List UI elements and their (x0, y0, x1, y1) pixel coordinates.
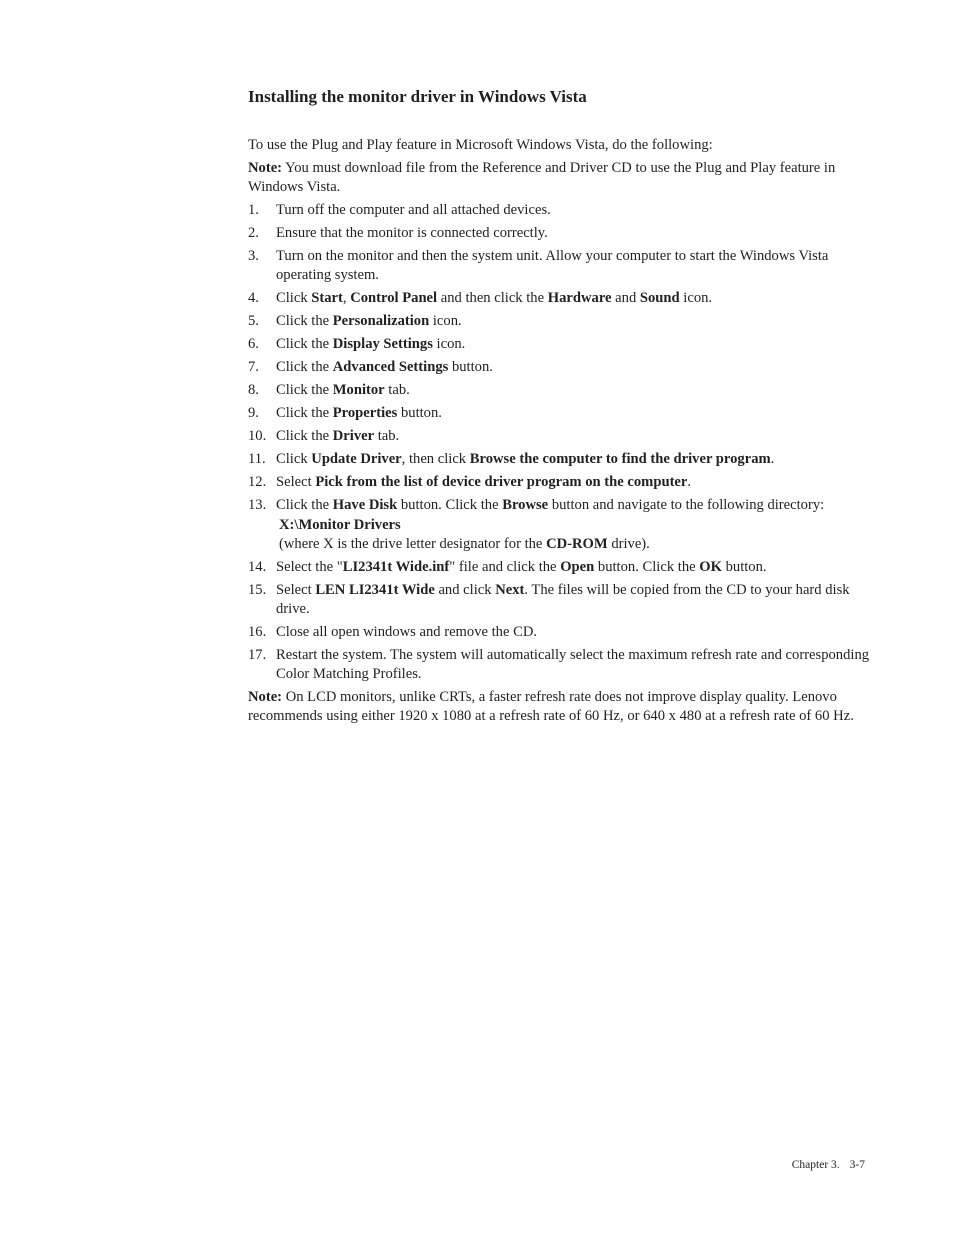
step-number: 9. (248, 405, 259, 421)
step-text: Click the (276, 428, 333, 444)
step-bold-term: Browse (502, 497, 549, 513)
list-item (248, 427, 870, 446)
step-text: . The files will be copied from the CD to your hard disk drive. (276, 582, 850, 617)
step-number: 7. (248, 359, 259, 375)
step-body (276, 582, 850, 617)
step-bold-term: Personalization (332, 313, 430, 329)
step-number: 5. (248, 313, 259, 329)
step-text: (where X is the drive letter designator for the (279, 536, 547, 552)
step-text: Turn on the monitor and then the system unit. Allow your computer to start the Windows Vista operating system. (276, 248, 829, 283)
step-bold-term: Browse the computer to find the driver program (469, 451, 771, 467)
step-text: Click (276, 451, 312, 467)
step-number: 4. (248, 290, 259, 306)
list-item (248, 312, 870, 331)
note-text: On LCD monitors, unlike CRTs, a faster refresh rate does not improve display quality. Lenovo recommends using either 1920 x 1080 at a refresh rate of 60 Hz, or 640 x 480 at a refresh rate of 60 Hz. (248, 689, 854, 724)
step-body (276, 647, 869, 682)
step-number: 6. (248, 336, 259, 352)
step-body (276, 624, 537, 640)
note-text: You must download file from the Reference and Driver CD to use the Plug and Play feature in Windows Vista. (248, 160, 836, 195)
step-body (276, 248, 828, 283)
step-text: " file and click the (449, 559, 561, 575)
step-body (276, 497, 824, 513)
step-text: Select (276, 474, 316, 490)
step-body (276, 451, 774, 467)
step-text: Ensure that the monitor is connected correctly. (276, 225, 548, 241)
step-bold-term: Have Disk (332, 497, 398, 513)
section-body (248, 136, 870, 730)
steps-list (248, 201, 870, 684)
list-item (248, 581, 870, 619)
step-text: Turn off the computer and all attached devices. (276, 202, 551, 218)
section-heading: Installing the monitor driver in Windows Vista (248, 87, 587, 106)
list-item (248, 247, 870, 285)
step-number: 3. (248, 248, 259, 264)
step-bold-term: LI2341t Wide.inf (342, 559, 450, 575)
list-item (248, 404, 870, 423)
step-text: Click the (276, 359, 333, 375)
step-body (276, 405, 442, 421)
step-bold-term: Display Settings (332, 336, 433, 352)
step-text: button. (397, 405, 442, 421)
step-text: drive). (607, 536, 650, 552)
step-text: button. (721, 559, 767, 575)
step-text: icon. (432, 336, 466, 352)
list-item (248, 646, 870, 684)
directory-path: X:\Monitor Drivers (279, 517, 401, 533)
step-text: , then click (401, 451, 470, 467)
step-text: button. Click the (397, 497, 503, 513)
step-body (276, 428, 399, 444)
step-text: . (770, 451, 775, 467)
step-number: 8. (248, 382, 259, 398)
intro-paragraph: To use the Plug and Play feature in Microsoft Windows Vista, do the following: (248, 137, 713, 153)
step-text: Click the (276, 313, 333, 329)
step-bold-term: LEN LI2341t Wide (315, 582, 435, 598)
note-paragraph-download (248, 159, 870, 197)
step-bold-term: Update Driver (311, 451, 402, 467)
step-text: Select (276, 582, 316, 598)
step-bold-term: Open (560, 559, 595, 575)
step-number: 11. (248, 451, 266, 467)
note-label: Note: (248, 160, 283, 176)
step-text: and click (434, 582, 496, 598)
step-body (276, 290, 712, 306)
step-text: and (611, 290, 640, 306)
footer-chapter: Chapter 3. (791, 1159, 840, 1171)
step-text: Close all open windows and remove the CD. (276, 624, 538, 640)
step-number: 1. (248, 202, 259, 218)
list-item (248, 450, 870, 469)
step-body (276, 359, 493, 375)
step-number: 13. (248, 497, 267, 513)
note-paragraph-refresh (248, 688, 870, 726)
step-text: button. Click the (594, 559, 700, 575)
page-footer (792, 1159, 865, 1171)
step-bold-term: Hardware (547, 290, 612, 306)
step-text: Click the (276, 336, 333, 352)
step-bold-term: Monitor (332, 382, 385, 398)
step-text: and then click the (437, 290, 548, 306)
step-bold-term: Control Panel (350, 290, 438, 306)
step-bold-term: Properties (332, 405, 398, 421)
footer-page-number: 3-7 (849, 1159, 865, 1171)
list-item (248, 358, 870, 377)
step-number: 10. (248, 428, 267, 444)
list-item (248, 381, 870, 400)
step-number: 12. (248, 474, 267, 490)
step-bold-term: Next (495, 582, 525, 598)
directory-note (279, 535, 870, 554)
step-body (276, 382, 410, 398)
step-body (276, 559, 767, 575)
list-item (248, 335, 870, 354)
list-item (248, 473, 870, 492)
list-item (248, 289, 870, 308)
step-number: 15. (248, 582, 267, 598)
step-number: 2. (248, 225, 259, 241)
step-bold-term: Pick from the list of device driver program on the computer (315, 474, 688, 490)
step-text: Select the " (276, 559, 343, 575)
step-text: Click the (276, 497, 333, 513)
list-item (248, 623, 870, 642)
step-body (276, 202, 551, 218)
step-bold-term: Driver (332, 428, 375, 444)
list-item (248, 558, 870, 577)
step-bold-term: OK (699, 559, 722, 575)
step-text: tab. (374, 428, 400, 444)
step-number: 14. (248, 559, 267, 575)
step-body (276, 474, 691, 490)
step-number: 16. (248, 624, 267, 640)
step-text: Click (276, 290, 312, 306)
step-body (276, 313, 462, 329)
step-bold-term: Sound (639, 290, 680, 306)
step-text: Click the (276, 382, 333, 398)
directory-block (276, 516, 870, 554)
step-text: icon. (679, 290, 713, 306)
step-text: Click the (276, 405, 333, 421)
step-bold-term: CD-ROM (546, 536, 608, 552)
list-item (248, 201, 870, 220)
step-text: Restart the system. The system will automatically select the maximum refresh rate and corresponding Color Matching Profiles. (276, 647, 870, 682)
step-text: tab. (384, 382, 410, 398)
step-body (276, 225, 548, 241)
step-text: . (687, 474, 692, 490)
step-text: , (342, 290, 351, 306)
note-label: Note: (248, 689, 283, 705)
step-bold-term: Start (311, 290, 343, 306)
step-text: button and navigate to the following directory: (548, 497, 825, 513)
list-item (248, 224, 870, 243)
step-text: button. (448, 359, 493, 375)
list-item (248, 496, 870, 554)
step-text: icon. (429, 313, 462, 329)
step-number: 17. (248, 647, 267, 663)
step-bold-term: Advanced Settings (332, 359, 449, 375)
step-body (276, 336, 465, 352)
